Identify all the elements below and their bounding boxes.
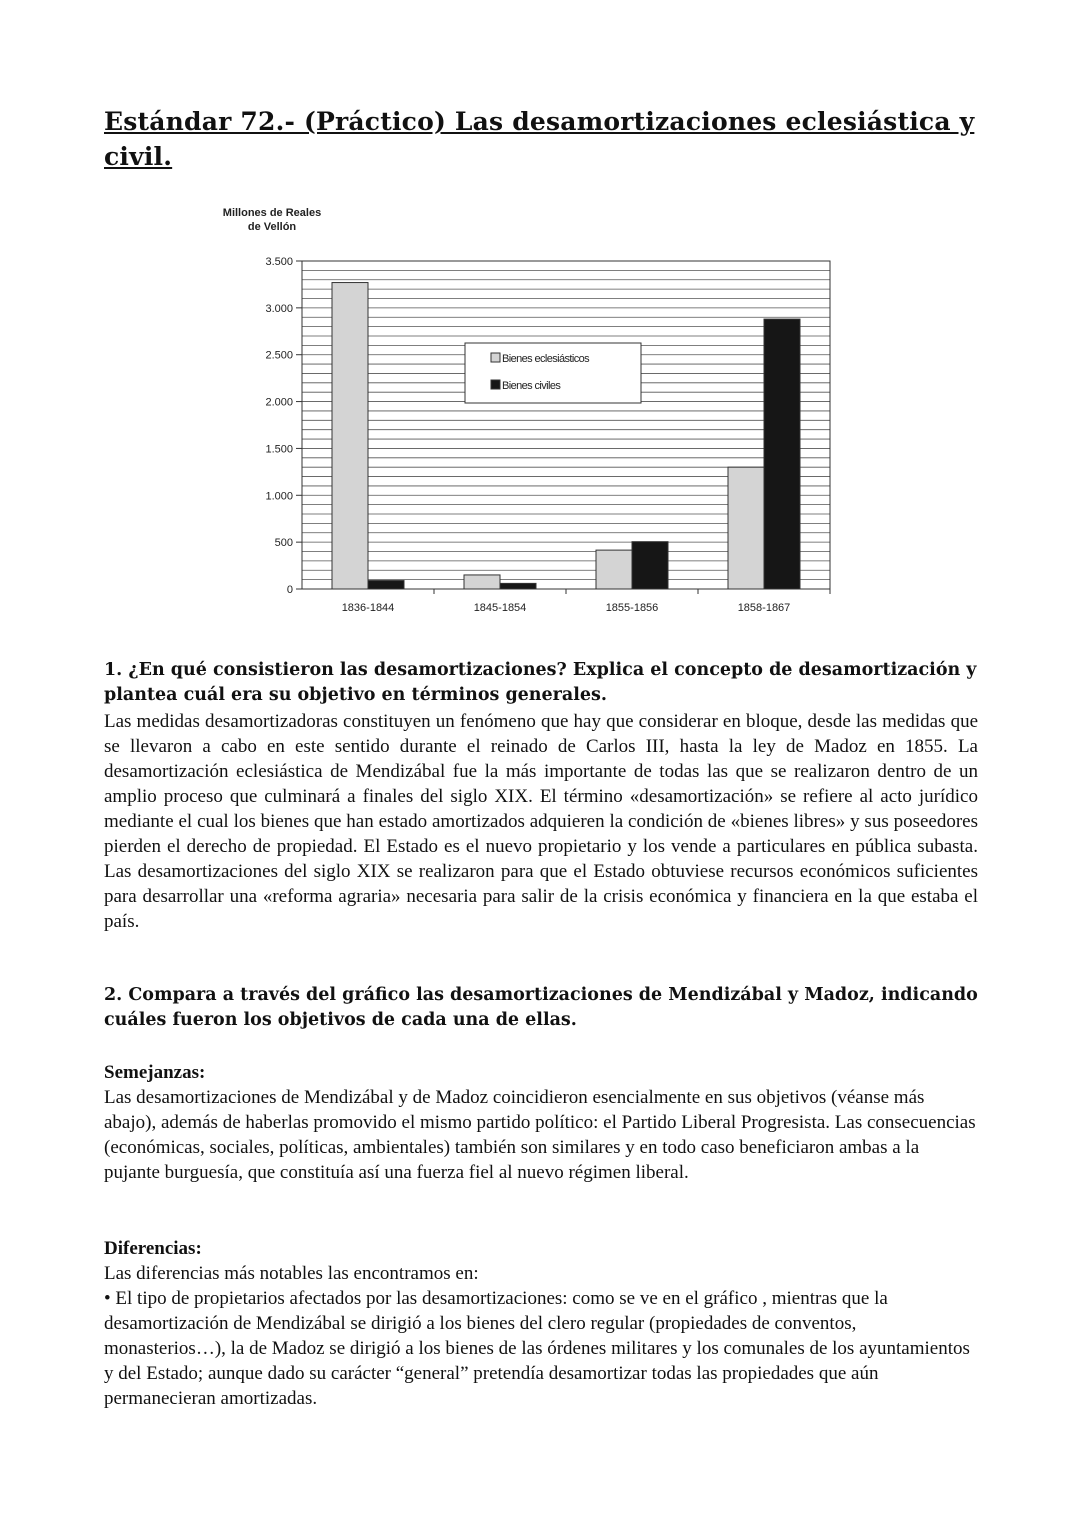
x-tick-label: 1836-1844 xyxy=(341,602,395,614)
bar-eclesiasticos-1855-1856 xyxy=(596,550,632,589)
bar-chart xyxy=(200,200,890,625)
y-tick-label: 1.500 xyxy=(265,443,293,456)
legend-label: Bienes eclesiásticos xyxy=(502,353,590,365)
chart-svg xyxy=(200,200,890,625)
bar-eclesiasticos-1836-1844 xyxy=(332,283,368,589)
y-axis-label: Millones de Reales de Vellón xyxy=(222,207,322,233)
similarities-text: Las desamortizaciones de Mendizábal y de Madoz coincidieron esencialmente en sus objetivos (véanse más abajo), además de haberlas promovido el mismo partido político: el Partido Liberal Progresista. Las consecuencias (económicas, sociales, políticas, ambientales) también son similares y en todo caso beneficiaron ambas a la pujante burguesía, que constituía así una fuerza fiel al nuevo régimen liberal. xyxy=(104,1087,976,1183)
x-tick-label: 1858-1867 xyxy=(737,602,791,614)
bar-eclesiasticos-1858-1867 xyxy=(728,467,764,589)
differences-bullet: • El tipo de propietarios afectados por las desamortizaciones: como se ve en el gráfico , mientras que la desamortización de Mendizábal se dirigió a los bienes del clero regular (propiedades de conventos, monasterios…), la de Madoz se dirigió a los bienes de las órdenes militares y los comunales de los ayuntamientos y del Estado; aunque dado su carácter “general” pretendía desamortizar todas las propiedades que aún permanecieran amortizadas. xyxy=(104,1288,970,1409)
x-tick-label: 1845-1854 xyxy=(473,602,527,614)
question-1: 1. ¿En qué consistieron las desamortizaciones? Explica el concepto de desamortización y plantea cuál era su objetivo en términos generales. xyxy=(104,660,977,705)
y-tick-label: 500 xyxy=(274,537,293,550)
page-title: Estándar 72.- (Práctico) Las desamortizaciones eclesiástica y civil. xyxy=(104,107,975,171)
y-tick-label: 3.500 xyxy=(265,256,293,268)
legend-box xyxy=(465,343,641,403)
differences-intro: Las diferencias más notables las encontramos en: xyxy=(104,1263,479,1284)
legend-label: Bienes civiles xyxy=(502,380,561,392)
legend-swatch xyxy=(491,353,500,362)
bar-civiles-1845-1854 xyxy=(500,583,536,589)
x-tick-label: 1855-1856 xyxy=(605,602,659,614)
y-tick-label: 0 xyxy=(286,584,293,596)
answer-1: Las medidas desamortizadoras constituyen un fenómeno que hay que considerar en bloque, desde las medidas que se llevaron a cabo en este sentido durante el reinado de Carlos III, hasta la ley de Madoz en 1855. La desamortización eclesiástica de Mendizábal fue la más importante de todas las que se realizaron dentro de un amplio proceso que culminará a finales del siglo XIX. El término «desamortización» se refiere al acto jurídico mediante el cual los bienes que han estado amortizados adquieren la condición de «bienes libres» y sus poseedores pierden el derecho de propiedad. El Estado es el nuevo propietario y los vende a particulares en pública subasta. Las desamortizaciones del siglo XIX se realizaron para que el Estado obtuviese recursos económicos suficientes para desarrollar una «reforma agraria» necesaria para salir de la crisis económica y financiera en la que estaba el país. xyxy=(104,711,978,932)
similarities-heading: Semejanzas: xyxy=(104,1062,206,1083)
bar-civiles-1855-1856 xyxy=(632,542,668,589)
y-tick-label: 2.000 xyxy=(265,396,293,409)
bar-eclesiasticos-1845-1854 xyxy=(464,575,500,589)
bar-civiles-1858-1867 xyxy=(764,319,800,589)
bar-civiles-1836-1844 xyxy=(368,581,404,589)
differences-heading: Diferencias: xyxy=(104,1238,202,1259)
y-tick-label: 2.500 xyxy=(265,349,293,362)
y-tick-label: 3.000 xyxy=(265,302,293,315)
legend-swatch xyxy=(491,380,500,389)
y-tick-label: 1.000 xyxy=(265,490,293,503)
question-2: 2. Compara a través del gráfico las desamortizaciones de Mendizábal y Madoz, indicando cuáles fueron los objetivos de cada una de ellas. xyxy=(104,985,978,1030)
